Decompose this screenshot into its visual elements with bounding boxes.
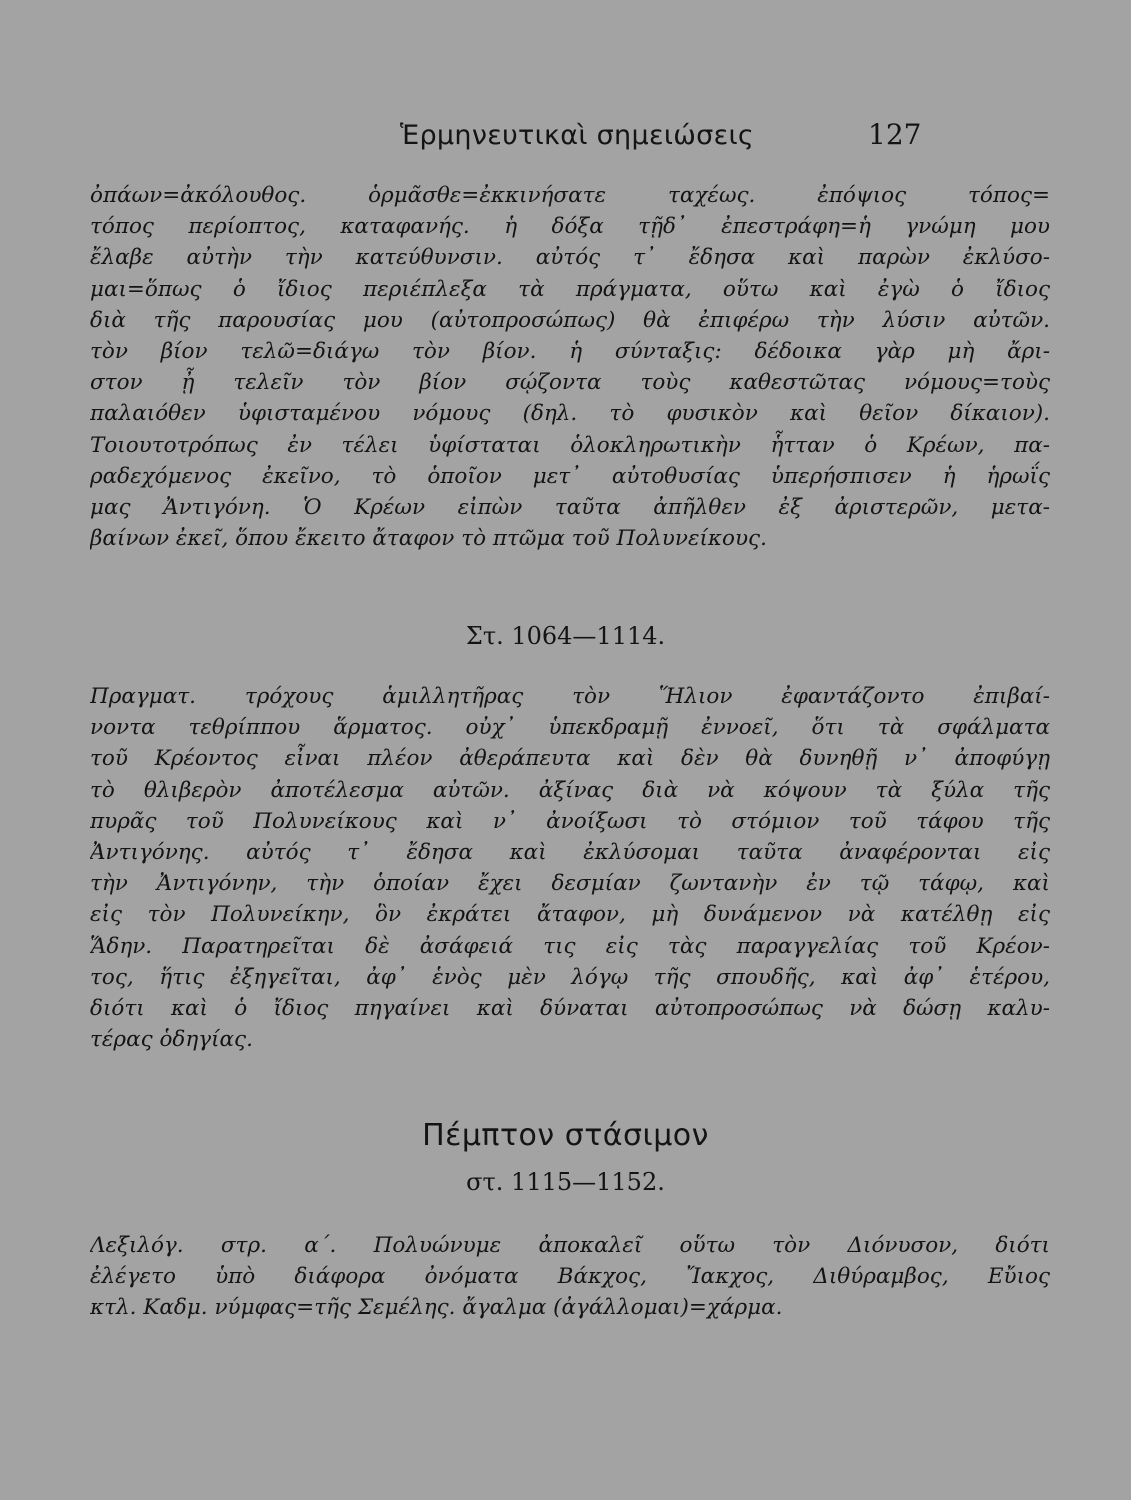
page-number: 127 [868,118,922,151]
text-line: στον ᾖ τελεῖν τὸν βίον σῴζοντα τοὺς καθεστῶτας νόμους=τοὺς [90,370,1050,396]
page-header [0,118,1131,158]
running-title: Ἑρμηνευτικαὶ σημειώσεις [400,120,755,151]
text-line: κτλ. Καδμ. νύμφας=τῆς Σεμέλης. ἄγαλμα (ἀγάλλομαι)=χάρμα. [90,1295,783,1321]
text-line: ραδεχόμενος ἐκεῖνο, τὸ ὁποῖον μετ᾽ αὐτοθυσίας ὑπερήσπισεν ἡ ἡρωΐς [90,463,1050,489]
section-reference-1115-1152: στ. 1115—1152. [466,1168,665,1196]
text-line: Ἅδην. Παρατηρεῖται δὲ ἀσάφειά τις εἰς τὰς παραγγελίας τοῦ Κρέον- [90,933,1050,959]
text-line: ἔλαβε αὐτὴν τὴν κατεύθυνσιν. αὐτός τ᾽ ἔδησα καὶ παρὼν ἐκλύσο- [90,245,1050,271]
text-line: εἰς τὸν Πολυνείκην, ὃν ἐκράτει ἄταφον, μὴ δυνάμενον νὰ κατέλθῃ εἰς [90,902,1050,928]
paragraph-notes-2 [90,681,1050,1055]
text-line: τὴν Ἀντιγόνην, τὴν ὁποίαν ἔχει δεσμίαν ζωντανὴν ἐν τῷ τάφῳ, καὶ [90,871,1050,897]
text-line: διότι καὶ ὁ ἴδιος πηγαίνει καὶ δύναται αὐτοπροσώπως νὰ δώσῃ καλυ- [90,995,1050,1021]
text-line: ἐλέγετο ὑπὸ διάφορα ὀνόματα Βάκχος, Ἴακχος, Διθύραμβος, Εὔιος [90,1264,1050,1290]
text-line: ὀπάων=ἀκόλουθος. ὁρμᾶσθε=ἐκκινήσατε ταχέως. ἐπόψιος τόπος= [90,183,1050,208]
text-line: τοῦ Κρέοντος εἶναι πλέον ἀθεράπευτα καὶ δὲν θὰ δυνηθῇ ν᾽ ἀποφύγῃ [90,746,1050,772]
text-line: τος, ἥτις ἐξηγεῖται, ἀφ᾽ ἑνὸς μὲν λόγῳ τῆς σπουδῆς, καὶ ἀφ᾽ ἑτέρου, [90,964,1050,990]
text-line: Ἀντιγόνης. αὐτός τ᾽ ἔδησα καὶ ἐκλύσομαι ταῦτα ἀναφέρονται εἰς [90,839,1050,865]
paragraph-glossary [90,1230,1050,1324]
text-line: τὸν βίον τελῶ=διάγω τὸν βίον. ἡ σύνταξις: δέδοικα γὰρ μὴ ἄρι- [90,338,1050,364]
text-line: πυρᾶς τοῦ Πολυνείκους καὶ ν᾽ ἀνοίξωσι τὸ στόμιον τοῦ τάφου τῆς [90,808,1050,834]
text-line: βαίνων ἐκεῖ, ὅπου ἔκειτο ἄταφον τὸ πτῶμα τοῦ Πολυνείκους. [90,526,767,552]
text-line: τέρας ὁδηγίας. [90,1027,253,1053]
text-line: μαι=ὅπως ὁ ἴδιος περιέπλεξα τὰ πράγματα, οὕτω καὶ ἐγὼ ὁ ἴδιος [90,276,1050,302]
text-line: Πραγματ. τρόχους ἁμιλλητῆρας τὸν Ἥλιον ἐφαντάζοντο ἐπιβαί- [90,684,1050,709]
text-line: τὸ θλιβερὸν ἀποτέλεσμα αὐτῶν. ἀξίνας διὰ νὰ κόψουν τὰ ξύλα τῆς [90,777,1050,803]
text-line: μας Ἀντιγόνη. Ὁ Κρέων εἰπὼν ταῦτα ἀπῆλθεν ἐξ ἀριστερῶν, μετα- [90,494,1050,520]
text-line: νοντα τεθρίππου ἅρματος. οὐχ᾽ ὑπεκδραμῇ ἐννοεῖ, ὅτι τὰ σφάλματα [90,715,1050,741]
text-line: Τοιουτοτρόπως ἐν τέλει ὑφίσταται ὁλοκληρωτικὴν ἧτταν ὁ Κρέων, πα- [90,432,1050,458]
section-heading-fifth-stasimon: Πέμπτον στάσιμον [422,1118,709,1153]
section-reference-1064-1114: Στ. 1064—1114. [465,622,666,650]
text-line: Λεξιλόγ. στρ. α΄. Πολυώνυμε ἀποκαλεῖ οὕτω τὸν Διόνυσον, διότι [90,1233,1050,1258]
text-line: τόπος περίοπτος, καταφανής. ἡ δόξα τῇδ᾽ ἐπεστράφη=ἡ γνώμη μου [90,214,1050,240]
paragraph-notes-1 [90,180,1050,554]
text-line: διὰ τῆς παρουσίας μου (αὐτοπροσώπως) θὰ ἐπιφέρω τὴν λύσιν αὐτῶν. [90,307,1050,333]
text-line: παλαιόθεν ὑφισταμένου νόμους (δηλ. τὸ φυσικὸν καὶ θεῖον δίκαιον). [90,401,1050,427]
